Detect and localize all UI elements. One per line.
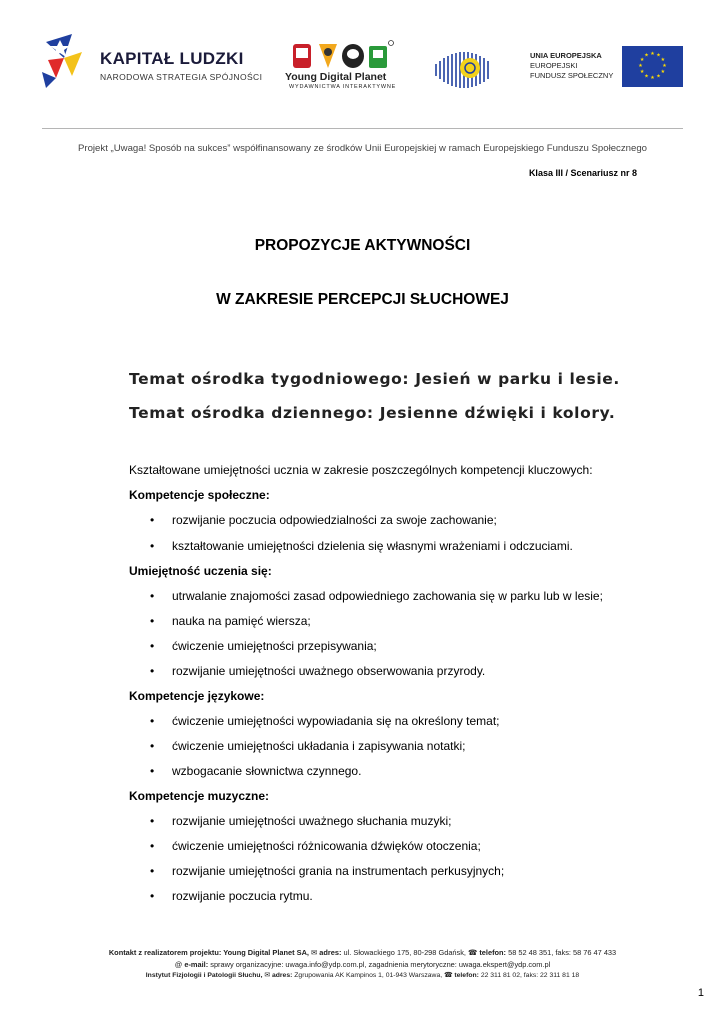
footer-contact-label: Kontakt z realizatorem projektu: Young Digital Planet SA, — [108, 948, 309, 957]
list-item-text: wzbogacanie słownictwa czynnego. — [172, 764, 362, 778]
bullet-icon: • — [150, 814, 155, 828]
list-item-text: rozwijanie poczucia odpowiedzialności za swoje zachowanie; — [172, 513, 497, 527]
svg-text:★: ★ — [650, 51, 655, 57]
competencies-intro: Kształtowane umiejętności ucznia w zakresie poszczególnych kompetencji kluczowych: — [129, 463, 593, 477]
footer-institute-phone: 22 311 81 02, faks: 22 311 81 18 — [480, 972, 580, 979]
eu-line1: UNIA EUROPEJSKA — [530, 51, 602, 60]
footer-address: ul. Słowackiego 175, 80-298 Gdańsk, — [343, 948, 466, 957]
list-item-text: utrwalanie znajomości zasad odpowiedniego zachowania się w parku lub w lesie; — [172, 589, 603, 603]
kapital-ludzki-title: KAPITAŁ LUDZKI — [100, 49, 244, 68]
envelope-icon: ✉ — [311, 948, 318, 957]
section-heading-social: Kompetencje społeczne: — [129, 488, 270, 502]
young-digital-planet-logo — [283, 40, 401, 95]
list-item-text: kształtowanie umiejętności dzielenia się własnymi wrażeniami i odczuciami. — [172, 539, 573, 553]
institute-ear-icon — [432, 48, 492, 88]
footer-email-line — [0, 960, 725, 969]
daily-topic: Temat ośrodka dziennego: Jesienne dźwięki i kolory. — [129, 404, 616, 422]
footer-email-label: e-mail: — [184, 960, 209, 969]
kapital-ludzki-subtitle: NARODOWA STRATEGIA SPÓJNOŚCI — [100, 72, 263, 82]
document-title-line1: PROPOZYCJE AKTYWNOŚCI — [254, 237, 471, 254]
bullet-icon: • — [150, 864, 155, 878]
bullet-icon: • — [150, 714, 155, 728]
svg-text:★: ★ — [638, 63, 643, 69]
phone-icon: ☎ — [468, 948, 478, 957]
kapital-ludzki-logo — [42, 32, 263, 92]
ydp-name: Young Digital Planet — [285, 71, 387, 83]
bullet-icon: • — [150, 839, 155, 853]
eu-stars-icon — [622, 46, 683, 87]
kapital-ludzki-emblem-icon — [42, 32, 98, 90]
class-scenario-label: Klasa III / Scenariusz nr 8 — [528, 168, 637, 178]
svg-text:★: ★ — [656, 73, 661, 80]
svg-text:★: ★ — [650, 75, 655, 81]
section-heading-language: Kompetencje językowe: — [129, 689, 265, 703]
bullet-icon: • — [150, 739, 155, 753]
list-item-text: ćwiczenie umiejętności wypowiadania się na określony temat; — [172, 714, 500, 728]
phone-icon: ☎ — [444, 972, 453, 979]
section-heading-music: Kompetencje muzyczne: — [129, 789, 270, 803]
svg-text:★: ★ — [644, 52, 649, 59]
list-item-text: nauka na pamięć wiersza; — [172, 614, 311, 628]
bullet-icon: • — [150, 513, 155, 527]
eu-line2: EUROPEJSKI — [530, 61, 578, 70]
list-item-text: rozwijanie poczucia rytmu. — [172, 889, 313, 903]
footer-institute-address-label: adres: — [271, 972, 293, 979]
eu-text-logo — [530, 51, 616, 81]
institute-logo — [432, 48, 492, 88]
bullet-icon: • — [150, 664, 155, 678]
footer-email: sprawy organizacyjne: uwaga.info@ydp.com.pl, zagadnienia merytoryczne: uwaga.ekspert@ydp.com.pl — [210, 960, 551, 969]
section-heading-learning: Umiejętność uczenia się: — [129, 564, 272, 578]
svg-text:★: ★ — [660, 57, 666, 63]
svg-text:★: ★ — [656, 52, 661, 59]
page-number: 1 — [697, 987, 704, 999]
bullet-icon: • — [150, 889, 155, 903]
ydp-tagline: WYDAWNICTWA INTERAKTYWNE — [289, 84, 397, 90]
svg-text:★: ★ — [639, 57, 645, 63]
svg-text:★: ★ — [660, 69, 666, 75]
bullet-icon: • — [150, 589, 155, 603]
at-icon: @ — [174, 960, 183, 969]
eu-flag-icon — [622, 46, 683, 87]
svg-text:★: ★ — [639, 69, 645, 75]
bullet-icon: • — [150, 539, 155, 553]
footer-address-label: adres: — [319, 948, 342, 957]
eu-line3: FUNDUSZ SPOŁECZNY — [530, 71, 614, 80]
footer-institute: Instytut Fizjologii i Patologii Słuchu, — [145, 972, 263, 979]
list-item-text: ćwiczenie umiejętności różnicowania dźwięków otoczenia; — [172, 839, 481, 853]
footer-phone: 58 52 48 351, faks: 58 76 47 433 — [508, 948, 617, 957]
envelope-icon: ✉ — [264, 972, 271, 979]
bullet-icon: • — [150, 614, 155, 628]
svg-text:★: ★ — [662, 63, 667, 69]
footer-institute-address: Zgrupowania AK Kampinos 1, 01-943 Warszawa, — [294, 972, 443, 979]
svg-text:★: ★ — [644, 73, 649, 80]
bullet-icon: • — [150, 764, 155, 778]
footer-institute-phone-label: telefon: — [454, 972, 479, 979]
weekly-topic: Temat ośrodka tygodniowego: Jesień w parku i lesie. — [129, 370, 620, 388]
list-item-text: rozwijanie umiejętności grania na instrumentach perkusyjnych; — [172, 864, 505, 878]
project-statement: Projekt „Uwaga! Sposób na sukces” współfinansowany ze środków Unii Europejskiej w ramach Europejskiego Funduszu Społecznego — [78, 143, 647, 154]
list-item-text: rozwijanie umiejętności uważnego obserwowania przyrody. — [172, 664, 486, 678]
header-divider — [42, 128, 683, 129]
list-item-text: ćwiczenie umiejętności przepisywania; — [172, 639, 377, 653]
footer-institute-line — [0, 971, 725, 979]
bullet-icon: • — [150, 639, 155, 653]
document-title-line2: W ZAKRESIE PERCEPCJI SŁUCHOWEJ — [216, 291, 509, 308]
list-item-text: ćwiczenie umiejętności układania i zapisywania notatki; — [172, 739, 466, 753]
footer-phone-label: telefon: — [479, 948, 507, 957]
ydp-figures-icon — [291, 40, 395, 72]
list-item-text: rozwijanie umiejętności uważnego słuchania muzyki; — [172, 814, 452, 828]
footer-contact-line — [0, 948, 725, 957]
